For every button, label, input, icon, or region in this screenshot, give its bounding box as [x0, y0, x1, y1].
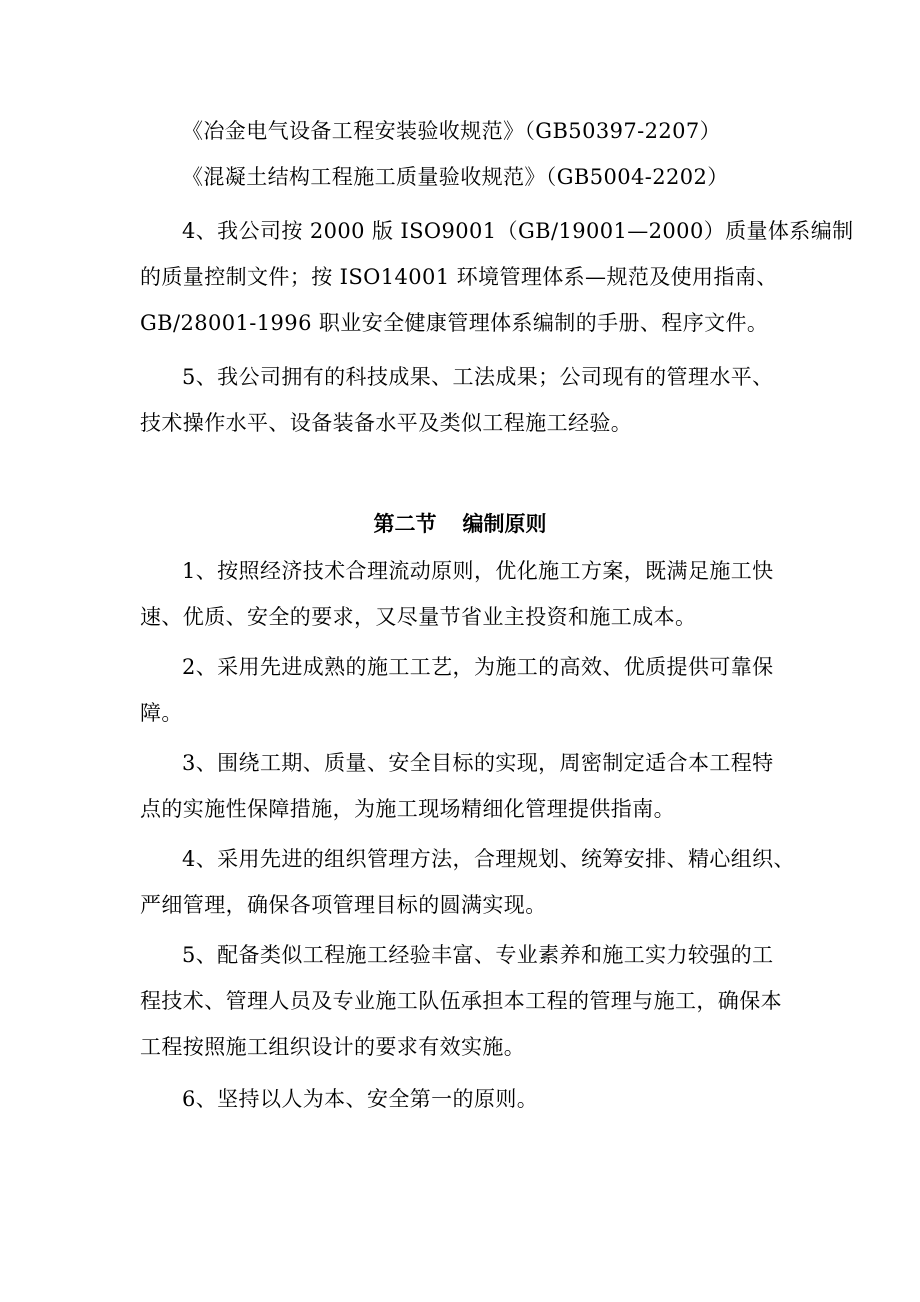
principle-5-line-3: 工程按照施工组织设计的要求有效实施。	[140, 1035, 526, 1059]
basis-item-4-line-3: GB/28001-1996 职业安全健康管理体系编制的手册、程序文件。	[140, 311, 769, 335]
basis-item-5-line-2: 技术操作水平、设备装备水平及类似工程施工经验。	[140, 411, 633, 435]
principle-6	[140, 1076, 790, 1122]
principle-1	[140, 548, 790, 640]
principle-2	[140, 644, 790, 736]
reference-list	[140, 108, 790, 200]
principle-5-line-2: 程技术、管理人员及专业施工队伍承担本工程的管理与施工，确保本	[140, 989, 782, 1013]
basis-item-4	[140, 208, 854, 346]
basis-item-4-line-2: 的质量控制文件；按 ISO14001 环境管理体系—规范及使用指南、	[140, 265, 778, 289]
principle-4-line-1: 4、采用先进的组织管理方法，合理规划、统筹安排、精心组织、	[182, 847, 795, 871]
principle-5-line-1: 5、配备类似工程施工经验丰富、专业素养和施工实力较强的工	[182, 943, 774, 967]
principle-3	[140, 740, 790, 832]
principle-3-line-1: 3、围绕工期、质量、安全目标的实现，周密制定适合本工程特	[182, 751, 774, 775]
principle-4	[140, 836, 795, 928]
principle-1-line-2: 速、优质、安全的要求，又尽量节省业主投资和施工成本。	[140, 605, 697, 629]
reference-concrete-structure: 《混凝土结构工程施工质量验收规范》（GB5004-2202）	[182, 165, 729, 189]
principle-5	[140, 932, 790, 1070]
reference-metallurgical-electrical: 《冶金电气设备工程安装验收规范》（GB50397-2207）	[182, 119, 722, 143]
section-heading	[0, 504, 920, 544]
principle-2-line-1: 2、采用先进成熟的施工工艺，为施工的高效、优质提供可靠保	[182, 655, 774, 679]
principle-2-line-2: 障。	[140, 701, 183, 725]
principle-1-line-1: 1、按照经济技术合理流动原则，优化施工方案，既满足施工快	[182, 559, 774, 583]
principle-6-line-1: 6、坚持以人为本、安全第一的原则。	[182, 1087, 539, 1111]
basis-item-4-line-1: 4、我公司按 2000 版 ISO9001（GB/19001—2000）质量体系编制	[182, 219, 854, 243]
section-number: 第二节	[373, 511, 437, 536]
basis-item-5-line-1: 5、我公司拥有的科技成果、工法成果；公司现有的管理水平、	[182, 365, 774, 389]
section-title: 编制原则	[462, 511, 547, 536]
principle-3-line-2: 点的实施性保障措施，为施工现场精细化管理提供指南。	[140, 797, 675, 821]
principle-4-line-2: 严细管理，确保各项管理目标的圆满实现。	[140, 893, 547, 917]
basis-item-5	[140, 354, 790, 446]
